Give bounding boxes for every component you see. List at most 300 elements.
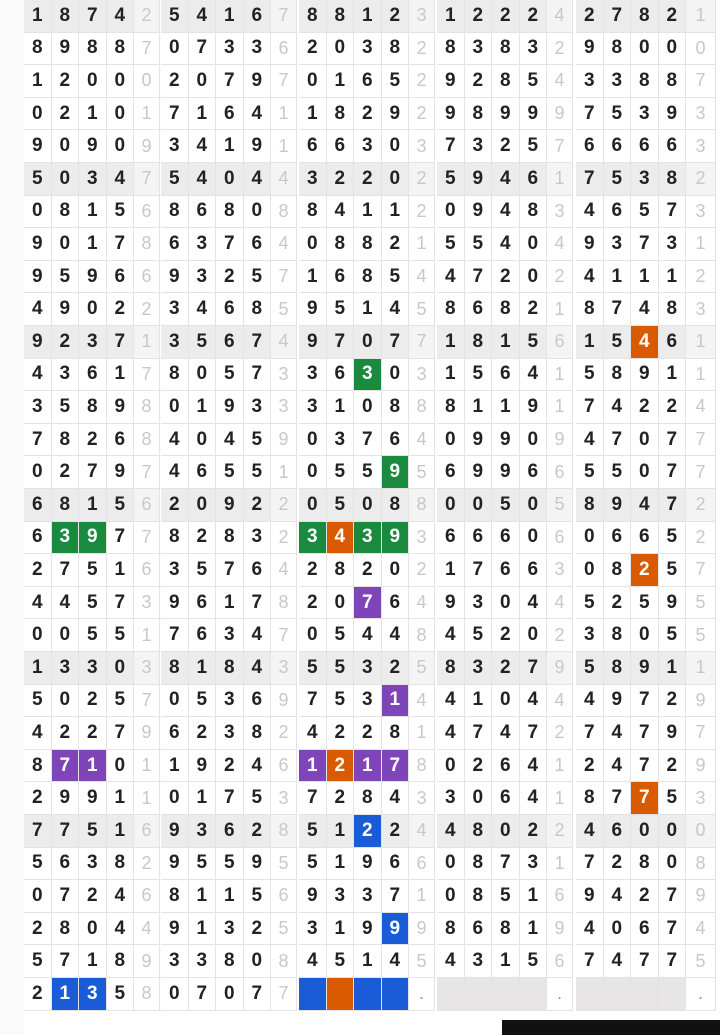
separator-digit: 1	[547, 293, 573, 326]
digit-cell: 4	[631, 489, 659, 522]
digit-cell: 5	[107, 619, 135, 652]
separator-digit: 8	[134, 978, 160, 1011]
digit-cell: 3	[465, 33, 493, 66]
separator-digit: 3	[686, 130, 716, 163]
digit-cell: 8	[24, 33, 52, 66]
separator-digit: 2	[271, 522, 297, 555]
digit-cell: 4	[189, 163, 217, 196]
digit-cell: 0	[161, 33, 189, 66]
digit-cell: 9	[382, 456, 410, 489]
digit-cell: 7	[216, 782, 244, 815]
digit-cell: 2	[52, 98, 80, 131]
separator-digit: 4	[271, 326, 297, 359]
digit-cell: 4	[576, 261, 604, 294]
digit-cell: 3	[520, 33, 548, 66]
digit-cell: 8	[299, 0, 327, 33]
digit-cell: 6	[631, 130, 659, 163]
digit-cell	[631, 978, 659, 1011]
digit-cell: 1	[492, 391, 520, 424]
separator-digit: 7	[134, 456, 160, 489]
digit-cell: 3	[354, 130, 382, 163]
digit-cell	[437, 978, 465, 1011]
digit-cell: 7	[107, 228, 135, 261]
digit-cell: 5	[107, 978, 135, 1011]
digit-cell: 3	[299, 359, 327, 392]
separator-digit: 7	[271, 0, 297, 33]
digit-cell: 1	[327, 913, 355, 946]
digit-cell: 9	[244, 130, 272, 163]
digit-cell: 8	[161, 652, 189, 685]
digit-cell: 1	[327, 848, 355, 881]
digit-cell: 4	[492, 163, 520, 196]
digit-cell: 1	[659, 652, 687, 685]
digit-cell: 2	[354, 815, 382, 848]
digit-cell: 6	[24, 522, 52, 555]
digit-cell: 6	[465, 522, 493, 555]
digit-cell: 1	[299, 750, 327, 783]
digit-cell: 5	[520, 65, 548, 98]
separator-digit: 7	[271, 619, 297, 652]
digit-cell: 3	[161, 945, 189, 978]
digit-cell: 0	[107, 65, 135, 98]
digit-cell: 5	[161, 163, 189, 196]
digit-cell: 9	[79, 130, 107, 163]
digit-cell: 3	[299, 163, 327, 196]
digit-cell: 1	[299, 261, 327, 294]
digit-cell	[299, 978, 327, 1011]
separator-digit: 3	[547, 196, 573, 229]
digit-cell: 5	[52, 261, 80, 294]
grid-row	[24, 293, 720, 326]
separator-digit: 2	[409, 98, 435, 131]
digit-cell: 5	[604, 163, 632, 196]
digit-cell: 4	[327, 196, 355, 229]
separator-digit: 1	[134, 782, 160, 815]
digit-cell: 4	[382, 619, 410, 652]
digit-cell: 0	[299, 424, 327, 457]
separator-digit: 9	[134, 130, 160, 163]
digit-cell: 7	[216, 65, 244, 98]
digit-cell: 8	[437, 293, 465, 326]
separator-digit: 9	[271, 424, 297, 457]
digit-cell: 3	[604, 228, 632, 261]
separator-digit: 7	[134, 359, 160, 392]
digit-cell: 7	[52, 750, 80, 783]
digit-cell: 0	[327, 33, 355, 66]
digit-cell: 2	[79, 685, 107, 718]
digit-cell: 5	[244, 261, 272, 294]
digit-cell: 0	[107, 98, 135, 131]
digit-cell: 0	[437, 489, 465, 522]
digit-cell: 4	[382, 782, 410, 815]
grid-row	[24, 619, 720, 652]
digit-cell: 4	[631, 326, 659, 359]
digit-cell: 1	[437, 0, 465, 33]
separator-digit: 8	[409, 619, 435, 652]
digit-cell: 5	[79, 554, 107, 587]
digit-cell: 4	[24, 717, 52, 750]
digit-cell: 7	[659, 196, 687, 229]
digit-cell: 1	[382, 685, 410, 718]
digit-cell: 0	[216, 978, 244, 1011]
digit-cell: 5	[161, 0, 189, 33]
separator-digit: 5	[271, 913, 297, 946]
digit-cell: 3	[52, 652, 80, 685]
digit-cell: 9	[161, 913, 189, 946]
digit-cell: 6	[492, 522, 520, 555]
digit-cell: 4	[631, 293, 659, 326]
digit-cell: 8	[354, 261, 382, 294]
digit-cell: 2	[189, 522, 217, 555]
digit-cell: 4	[24, 359, 52, 392]
separator-digit: 4	[686, 913, 716, 946]
separator-digit: 2	[547, 33, 573, 66]
digit-cell: 0	[244, 945, 272, 978]
digit-cell: 9	[492, 424, 520, 457]
digit-cell: 7	[576, 848, 604, 881]
digit-cell: 5	[189, 848, 217, 881]
digit-cell: 2	[24, 913, 52, 946]
digit-cell: 9	[492, 98, 520, 131]
grid-row	[24, 815, 720, 848]
digit-cell: 1	[382, 196, 410, 229]
separator-digit: 7	[271, 978, 297, 1011]
separator-digit: 1	[409, 228, 435, 261]
grid-row	[24, 359, 720, 392]
digit-cell: 2	[631, 880, 659, 913]
digit-cell: 2	[382, 0, 410, 33]
digit-cell: 9	[576, 33, 604, 66]
digit-cell: 4	[604, 717, 632, 750]
digit-cell: 0	[437, 848, 465, 881]
digit-cell: 9	[79, 522, 107, 555]
digit-cell: 5	[492, 880, 520, 913]
digit-cell: 2	[520, 293, 548, 326]
separator-digit: 2	[409, 554, 435, 587]
digit-cell: 7	[659, 913, 687, 946]
digit-cell: 8	[465, 880, 493, 913]
digit-cell: 7	[216, 554, 244, 587]
digit-cell: 5	[244, 880, 272, 913]
digit-cell: 3	[161, 554, 189, 587]
separator-digit: 2	[409, 33, 435, 66]
digit-cell: 0	[52, 685, 80, 718]
digit-cell: 0	[382, 554, 410, 587]
digit-cell: 1	[216, 130, 244, 163]
digit-cell: 6	[354, 65, 382, 98]
digit-cell: 1	[189, 880, 217, 913]
digit-cell: 9	[354, 848, 382, 881]
separator-digit: 1	[271, 456, 297, 489]
digit-cell: 8	[216, 945, 244, 978]
digit-cell: 8	[659, 65, 687, 98]
digit-cell: 4	[161, 424, 189, 457]
digit-cell: 3	[244, 522, 272, 555]
separator-digit: 5	[409, 652, 435, 685]
digit-cell: 9	[24, 130, 52, 163]
digit-cell: 1	[576, 326, 604, 359]
separator-digit: 9	[686, 750, 716, 783]
grid-row	[24, 456, 720, 489]
digit-cell: 3	[659, 228, 687, 261]
digit-cell: 9	[244, 848, 272, 881]
digit-cell: 8	[52, 489, 80, 522]
separator-digit: 8	[271, 945, 297, 978]
digit-cell: 9	[382, 913, 410, 946]
digit-cell: 1	[52, 978, 80, 1011]
separator-digit: 3	[409, 782, 435, 815]
digit-cell: 2	[161, 65, 189, 98]
digit-cell: 7	[24, 815, 52, 848]
digit-cell: 2	[24, 554, 52, 587]
separator-digit: 2	[409, 65, 435, 98]
separator-digit: 1	[134, 98, 160, 131]
digit-cell: 0	[299, 228, 327, 261]
separator-digit: 5	[547, 489, 573, 522]
digit-cell: 0	[79, 65, 107, 98]
separator-digit: 8	[409, 391, 435, 424]
digit-cell: 1	[79, 945, 107, 978]
digit-cell: 2	[520, 815, 548, 848]
digit-cell: 1	[189, 782, 217, 815]
digit-cell: 9	[520, 98, 548, 131]
digit-cell: 6	[216, 326, 244, 359]
digit-cell: 5	[382, 65, 410, 98]
digit-cell: 7	[244, 587, 272, 620]
digit-cell: 4	[604, 945, 632, 978]
digit-cell: 7	[299, 685, 327, 718]
digit-cell: 5	[24, 848, 52, 881]
digit-cell	[382, 978, 410, 1011]
digit-cell: 5	[520, 945, 548, 978]
digit-cell: 1	[354, 196, 382, 229]
digit-cell: 7	[631, 717, 659, 750]
digit-cell: 1	[631, 261, 659, 294]
digit-cell: 7	[604, 293, 632, 326]
digit-cell: 4	[107, 913, 135, 946]
digit-cell: 1	[79, 228, 107, 261]
digit-cell: 8	[52, 0, 80, 33]
separator-digit: .	[409, 978, 435, 1011]
digit-cell: 6	[631, 522, 659, 555]
digit-cell: 5	[465, 359, 493, 392]
digit-cell: 3	[244, 33, 272, 66]
digit-cell: 5	[576, 456, 604, 489]
digit-cell: 0	[382, 130, 410, 163]
digit-cell: 4	[244, 163, 272, 196]
separator-digit: 2	[409, 163, 435, 196]
digit-cell: 0	[576, 522, 604, 555]
digit-cell: 3	[189, 945, 217, 978]
digit-cell: 0	[107, 652, 135, 685]
separator-digit: 7	[134, 522, 160, 555]
digit-cell: 5	[576, 359, 604, 392]
separator-digit: 6	[134, 489, 160, 522]
separator-digit: 6	[271, 750, 297, 783]
digit-cell: 0	[299, 65, 327, 98]
digit-cell: 5	[299, 848, 327, 881]
digit-cell: 7	[659, 945, 687, 978]
grid-row	[24, 65, 720, 98]
digit-cell: 6	[189, 587, 217, 620]
digit-cell: 0	[492, 587, 520, 620]
digit-cell: 9	[24, 228, 52, 261]
digit-cell: 1	[659, 261, 687, 294]
separator-digit: 1	[409, 717, 435, 750]
digit-cell: 3	[576, 65, 604, 98]
digit-cell: 2	[79, 717, 107, 750]
digit-cell: 1	[437, 359, 465, 392]
grid-row	[24, 880, 720, 913]
grid-row	[24, 913, 720, 946]
grid-row	[24, 196, 720, 229]
separator-digit: 6	[547, 326, 573, 359]
digit-cell: 5	[189, 554, 217, 587]
digit-cell: 4	[327, 522, 355, 555]
digit-cell: 2	[659, 750, 687, 783]
digit-cell: 7	[604, 782, 632, 815]
separator-digit: 2	[686, 261, 716, 294]
digit-cell: 9	[161, 261, 189, 294]
digit-cell: 5	[24, 945, 52, 978]
digit-cell: 8	[465, 815, 493, 848]
digit-cell: 7	[382, 326, 410, 359]
digit-cell: 0	[24, 619, 52, 652]
separator-digit: 3	[686, 98, 716, 131]
separator-digit: 2	[547, 717, 573, 750]
digit-cell: 8	[327, 0, 355, 33]
digit-cell: 0	[520, 228, 548, 261]
digit-cell: 7	[161, 619, 189, 652]
digit-cell: 0	[631, 456, 659, 489]
digit-cell: 2	[659, 685, 687, 718]
digit-cell: 2	[631, 554, 659, 587]
digit-cell: 8	[382, 717, 410, 750]
digit-cell: 4	[520, 587, 548, 620]
digit-cell: 7	[631, 228, 659, 261]
digit-cell: 2	[52, 65, 80, 98]
digit-cell: 5	[327, 652, 355, 685]
digit-cell: 1	[24, 65, 52, 98]
separator-digit: 0	[686, 33, 716, 66]
digit-cell: 7	[382, 750, 410, 783]
separator-digit: 8	[134, 424, 160, 457]
digit-cell: 0	[437, 424, 465, 457]
digit-cell: 6	[244, 0, 272, 33]
separator-digit: 9	[686, 685, 716, 718]
separator-digit: 9	[134, 717, 160, 750]
digit-cell: 6	[382, 848, 410, 881]
digit-cell: 0	[189, 359, 217, 392]
digit-cell: 9	[24, 326, 52, 359]
grid-row	[24, 945, 720, 978]
digit-cell: 8	[382, 489, 410, 522]
separator-digit: 3	[271, 652, 297, 685]
digit-cell: 6	[244, 228, 272, 261]
digit-cell: 4	[107, 880, 135, 913]
digit-cell: 4	[107, 163, 135, 196]
digit-cell: 5	[576, 587, 604, 620]
digit-cell: 4	[299, 717, 327, 750]
digit-cell	[576, 978, 604, 1011]
digit-cell: 8	[52, 196, 80, 229]
digit-cell: 4	[24, 293, 52, 326]
digit-cell: 2	[492, 652, 520, 685]
digit-cell: 8	[492, 293, 520, 326]
grid-row	[24, 750, 720, 783]
digit-cell: 0	[24, 98, 52, 131]
digit-cell: 0	[520, 619, 548, 652]
digit-cell: 2	[327, 782, 355, 815]
digit-cell: 2	[604, 587, 632, 620]
digit-cell: 3	[161, 326, 189, 359]
digit-cell: 0	[492, 685, 520, 718]
digit-cell: 9	[52, 33, 80, 66]
digit-cell: 3	[216, 619, 244, 652]
digit-cell: 0	[161, 685, 189, 718]
separator-digit: 7	[686, 424, 716, 457]
digit-cell: 1	[604, 261, 632, 294]
digit-cell: 1	[161, 750, 189, 783]
digit-cell: 4	[520, 359, 548, 392]
digit-cell: 2	[244, 489, 272, 522]
separator-digit: 5	[409, 945, 435, 978]
digit-cell: 5	[189, 685, 217, 718]
digit-cell: 4	[576, 815, 604, 848]
digit-cell: 2	[79, 424, 107, 457]
digit-cell: 8	[576, 782, 604, 815]
digit-cell: 4	[354, 619, 382, 652]
digit-cell: 6	[604, 196, 632, 229]
separator-digit: 8	[271, 815, 297, 848]
digit-cell: 3	[327, 424, 355, 457]
digit-cell: 5	[382, 261, 410, 294]
digit-cell: 1	[79, 489, 107, 522]
digit-cell: 4	[382, 293, 410, 326]
digit-cell: 4	[604, 750, 632, 783]
digit-cell: 7	[299, 782, 327, 815]
digit-cell: 8	[299, 196, 327, 229]
digit-cell: 4	[492, 228, 520, 261]
digit-cell: 4	[520, 782, 548, 815]
digit-cell: 4	[437, 945, 465, 978]
separator-digit: 4	[547, 587, 573, 620]
separator-digit: 5	[409, 293, 435, 326]
digit-cell: 8	[382, 33, 410, 66]
digit-cell: 0	[465, 782, 493, 815]
digit-cell	[327, 978, 355, 1011]
separator-digit: 2	[686, 522, 716, 555]
digit-cell: 7	[189, 33, 217, 66]
digit-cell: 0	[659, 33, 687, 66]
digit-cell: 3	[216, 33, 244, 66]
digit-cell: 7	[382, 880, 410, 913]
digit-cell: 6	[189, 619, 217, 652]
digit-cell: 8	[631, 848, 659, 881]
digit-cell: 1	[437, 326, 465, 359]
digit-cell: 9	[492, 456, 520, 489]
digit-cell: 7	[604, 0, 632, 33]
grid-row	[24, 978, 720, 1011]
digit-cell: 7	[244, 326, 272, 359]
separator-digit: 6	[547, 945, 573, 978]
separator-digit: 7	[547, 130, 573, 163]
digit-cell: 9	[631, 652, 659, 685]
digit-cell: 7	[576, 98, 604, 131]
digit-cell: 6	[216, 98, 244, 131]
digit-cell: 9	[465, 456, 493, 489]
separator-digit: 1	[134, 619, 160, 652]
